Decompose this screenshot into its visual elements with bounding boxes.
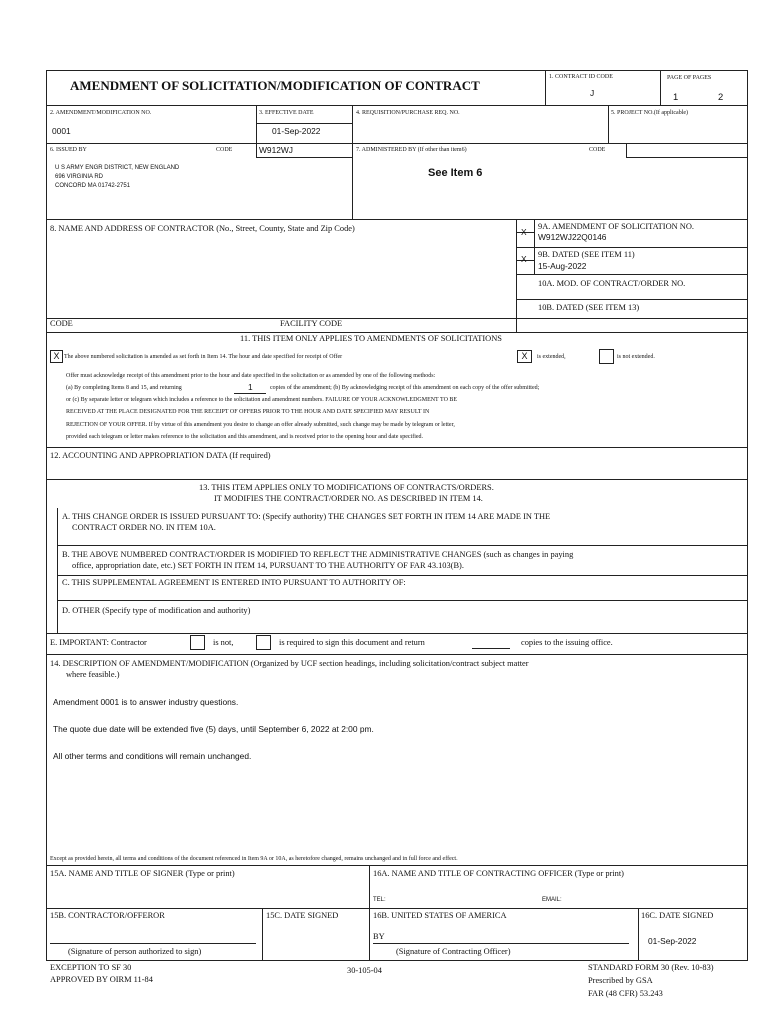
by-label: BY — [373, 932, 385, 941]
copies-text: copies to the issuing office. — [521, 638, 613, 647]
tel-label: TEL: — [373, 897, 386, 903]
requisition-label: 4. REQUISITION/PURCHASE REQ. NO. — [356, 110, 460, 116]
issued-code-label: CODE — [216, 147, 233, 153]
contract-id-label: 1. CONTRACT ID CODE — [549, 74, 613, 80]
administered-by-label: 7. ADMINISTERED BY (If other than item6) — [356, 147, 467, 153]
email-label: EMAIL: — [542, 897, 562, 903]
item11-line: RECEIVED AT THE PLACE DESIGNATED FOR THE RECEIPT OF OFFERS PRIOR TO THE HOUR AND DATE SPECIFIED MAY RESULT IN — [66, 409, 430, 415]
description-line: All other terms and conditions will remain unchanged. — [53, 751, 252, 761]
exception-text: EXCEPTION TO SF 30 — [50, 963, 132, 972]
issued-code-value: W912WJ — [259, 145, 293, 155]
item13-d-line: D. OTHER (Specify type of modification and authority) — [62, 606, 251, 615]
value-9b: 15-Aug-2022 — [538, 261, 587, 271]
is-required-checkbox[interactable] — [256, 635, 271, 650]
label-10a: 10A. MOD. OF CONTRACT/ORDER NO. — [538, 279, 686, 288]
effective-date-label: 3. EFFECTIVE DATE — [259, 110, 314, 116]
issuer-line: CONCORD MA 01742-2751 — [55, 183, 131, 189]
item12-label: 12. ACCOUNTING AND APPROPRIATION DATA (If required) — [50, 451, 271, 460]
united-states-label: 16B. UNITED STATES OF AMERICA — [373, 911, 507, 920]
issuer-line: U S ARMY ENGR DISTRICT, NEW ENGLAND — [55, 165, 180, 171]
issued-by-label: 6. ISSUED BY — [50, 147, 87, 153]
amendment-no-label: 2. AMENDMENT/MODIFICATION NO. — [50, 110, 152, 116]
administered-code-label: CODE — [589, 147, 606, 153]
signature-officer-caption: (Signature of Contracting Officer) — [396, 947, 511, 956]
description-line: Amendment 0001 is to answer industry questions. — [53, 697, 239, 707]
item14-label-cont: where feasible.) — [66, 670, 120, 679]
form-number: 30-105-04 — [347, 966, 382, 975]
extended-checkbox[interactable]: X — [517, 350, 532, 363]
date-16c-value: 01-Sep-2022 — [648, 936, 697, 946]
item13-heading2: IT MODIFIES THE CONTRACT/ORDER NO. AS DESCRIBED IN ITEM 14. — [214, 494, 483, 503]
item13-c-line: C. THIS SUPPLEMENTAL AGREEMENT IS ENTERED INTO PURSUANT TO AUTHORITY OF: — [62, 578, 406, 587]
standard-form-text: STANDARD FORM 30 (Rev. 10-83) — [588, 963, 714, 972]
form-title: AMENDMENT OF SOLICITATION/MODIFICATION OF CONTRACT — [70, 78, 480, 93]
important-label: E. IMPORTANT: Contractor — [50, 638, 147, 647]
description-line: The quote due date will be extended five (5) days, until September 6, 2022 at 2:00 pm. — [53, 724, 374, 734]
contractor-signature-line[interactable] — [50, 943, 256, 944]
contractor-label: 8. NAME AND ADDRESS OF CONTRACTOR (No., Street, County, State and Zip Code) — [50, 224, 355, 233]
label-10b: 10B. DATED (SEE ITEM 13) — [538, 303, 640, 312]
is-required-label: is required to sign this document and return — [279, 638, 425, 647]
amendment-no-value: 0001 — [52, 126, 71, 136]
extended-label: is extended, — [537, 354, 566, 360]
prescribed-text: Prescribed by GSA — [588, 976, 653, 985]
not-extended-checkbox[interactable] — [599, 349, 614, 364]
copies-value: 1 — [248, 382, 253, 392]
item11-heading: 11. THIS ITEM ONLY APPLIES TO AMENDMENTS OF SOLICITATIONS — [240, 334, 502, 343]
is-not-label: is not, — [213, 638, 234, 647]
label-9b: 9B. DATED (SEE ITEM 11) — [538, 250, 635, 259]
contract-id-value: J — [590, 88, 595, 98]
item13-heading1: 13. THIS ITEM APPLIES ONLY TO MODIFICATIONS OF CONTRACTS/ORDERS. — [199, 483, 494, 492]
signature-person-caption: (Signature of person authorized to sign) — [68, 947, 202, 956]
issuer-line: 696 VIRGINIA RD — [55, 174, 104, 180]
item11-line: copies of the amendment; (b) By acknowledging receipt of this amendment on each copy of the offer submitted; — [270, 385, 540, 391]
item13-a-line2: CONTRACT ORDER NO. IN ITEM 10A. — [72, 523, 216, 532]
date-signed-16c-label: 16C. DATE SIGNED — [641, 911, 714, 920]
signer-name-label: 15A. NAME AND TITLE OF SIGNER (Type or print) — [50, 869, 235, 878]
label-9a: 9A. AMENDMENT OF SOLICITATION NO. — [538, 222, 694, 231]
see-item-6: See Item 6 — [428, 167, 483, 179]
approved-text: APPROVED BY OIRM 11-84 — [50, 975, 153, 984]
item11-line: or (c) By separate letter or telegram which includes a reference to the solicitation and amendment numbers. FAILURE OF YOUR ACKNOWLEDGMENT TO BE — [66, 397, 458, 403]
item11-line: provided each telegram or letter makes reference to the solicitation and this amendment, and is received prior to the opening hour and date specified. — [66, 434, 424, 440]
page-total: 2 — [718, 91, 724, 102]
item14-label: 14. DESCRIPTION OF AMENDMENT/MODIFICATION (Organized by UCF section headings, including solicitation/contract subject matter — [50, 659, 529, 668]
is-not-checkbox[interactable] — [190, 635, 205, 650]
contractor-code-label: CODE — [50, 319, 73, 328]
item13-b-line2: office, appropriation date, etc.) SET FORTH IN ITEM 14, PURSUANT TO THE AUTHORITY OF FAR 43.103(B). — [72, 561, 464, 570]
date-signed-15c-label: 15C. DATE SIGNED — [266, 911, 339, 920]
effective-date-value: 01-Sep-2022 — [272, 126, 321, 136]
mark-9b: X — [521, 254, 527, 264]
item11-line: (a) By completing Items 8 and 15, and returning — [66, 385, 182, 391]
page-number: 1 — [673, 91, 679, 102]
solicitation-amended-text: The above numbered solicitation is amended as set forth in Item 14. The hour and date specified for receipt of Offer — [64, 354, 343, 360]
mark-9a: X — [521, 227, 527, 237]
project-no-label: 5. PROJECT NO.(If applicable) — [611, 110, 689, 116]
page-of-pages-label: PAGE OF PAGES — [667, 75, 712, 81]
not-extended-label: is not extended. — [617, 354, 655, 360]
solicitation-amended-checkbox[interactable]: X — [50, 350, 63, 363]
facility-code-label: FACILITY CODE — [280, 319, 343, 328]
item11-line: Offer must acknowledge receipt of this amendment prior to the hour and date specified in the solicitation or as amended by one of the following methods: — [66, 373, 436, 379]
value-9a: W912WJ22Q0146 — [538, 232, 607, 242]
item13-a-line1: A. THIS CHANGE ORDER IS ISSUED PURSUANT TO: (Specify authority) THE CHANGES SET FORTH IN ITEM 14 ARE MADE IN THE — [62, 512, 551, 521]
item11-line: REJECTION OF YOUR OFFER. If by virtue of this amendment you desire to change an offer already submitted, such change may be made by telegram or letter, — [66, 422, 455, 428]
officer-name-label: 16A. NAME AND TITLE OF CONTRACTING OFFICER (Type or print) — [373, 869, 624, 878]
far-text: FAR (48 CFR) 53.243 — [588, 989, 663, 998]
contractor-offeror-label: 15B. CONTRACTOR/OFFEROR — [50, 911, 165, 920]
officer-signature-line[interactable] — [373, 943, 629, 944]
terms-footnote: Except as provided herein, all terms and conditions of the document referenced in Item 9A or 10A, as heretofore changed, remains unchanged and in full force and effect. — [50, 856, 458, 862]
item13-b-line1: B. THE ABOVE NUMBERED CONTRACT/ORDER IS MODIFIED TO REFLECT THE ADMINISTRATIVE CHANGES (such as changes in paying — [62, 550, 574, 559]
